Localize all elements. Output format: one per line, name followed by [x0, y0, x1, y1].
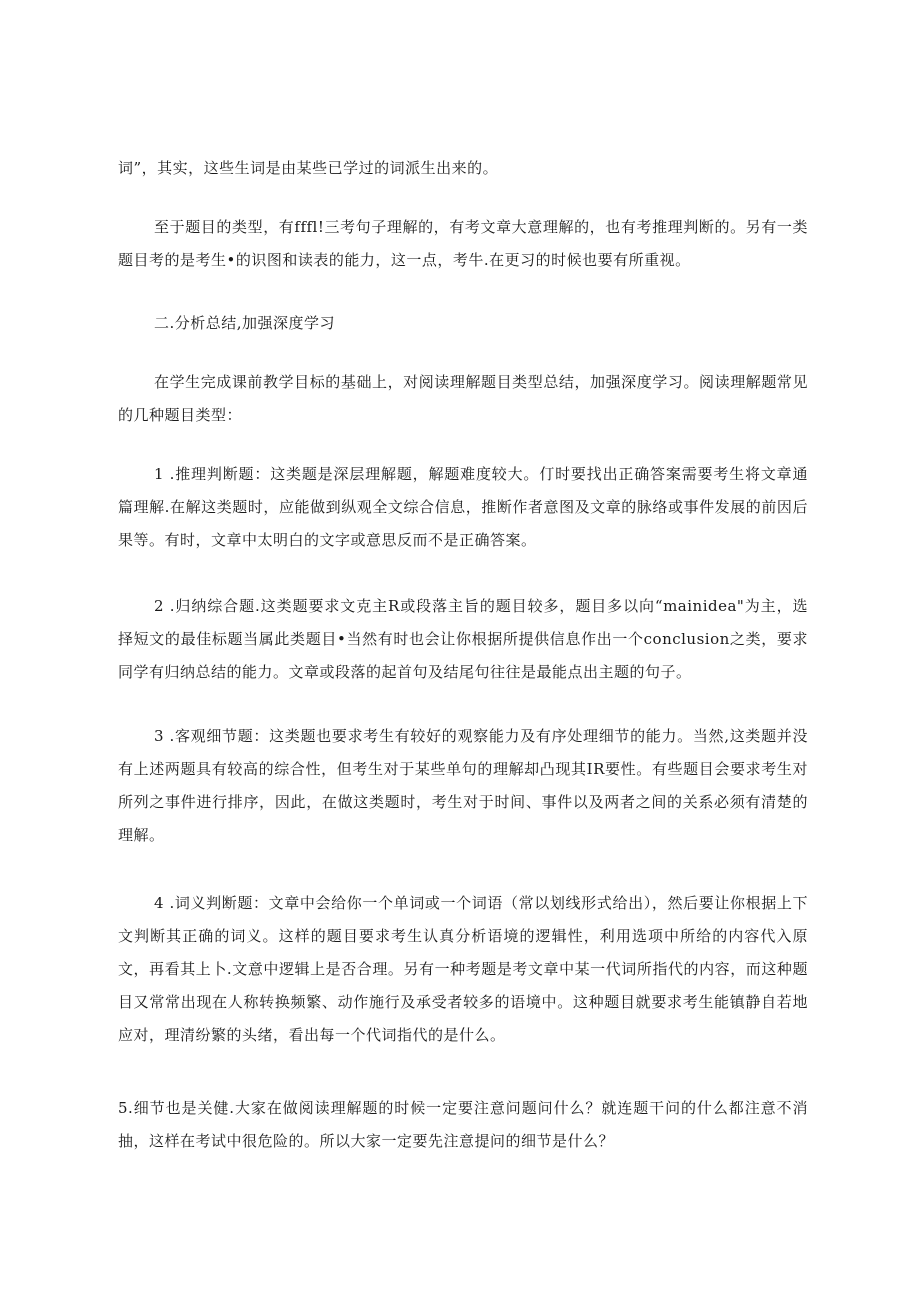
item-details-key-paragraph: 5.细节也是关健.大家在做阅读理解题的时候一定要注意问题问什么？就连题干问的什么都注意不消抽，这样在考试中很危险的。所以大家一定要先注意提问的细节是什么？: [118, 1099, 808, 1150]
item-word-meaning-paragraph: 4 .词义判断题：文章中会给你一个单词或一个词语（常以划线形式给出），然后要让你根据上下文判断其正确的词义。这样的题目要求考生认真分析语境的逻辑性，利用选项中所给的内容代入原文，再看其上卜.文意中逻辑上是否合理。另有一种考题是考文章中某一代词所指代的内容，而这种题目又常常出现在人称转换频繁、动作施行及承受者较多的语境中。这种题目就要求考生能镇静自若地应对，理清纷繁的头绪，看出每一个代词指代的是什么。: [118, 894, 808, 1044]
section-intro-paragraph: 在学生完成课前教学目标的基础上，对阅读理解题目类型总结，加强深度学习。阅读理解题常见的几种题目类型：: [118, 373, 808, 424]
item-detail-paragraph: 3 .客观细节题：这类题也要求考生有较好的观察能力及有序处理细节的能力。当然,这类题并没有上述两题具有较高的综合性，但考生对于某些单句的理解却凸现其IR要性。有些题目会要求考生对所列之事件进行排序，因此，在做这类题时，考生对于时间、事件以及两者之间的关系必须有清楚的理解。: [118, 727, 808, 844]
section-heading: 二.分析总结,加强深度学习: [154, 314, 336, 332]
item-summary-paragraph: 2 .归纳综合题.这类题要求文克主R或段落主旨的题目较多，题目多以向“mainidea"为主，选择短文的最佳标题当属此类题目•当然有时也会让你根据所提供信息作出一个conclusion之类，要求同学有归纳总结的能力。文章或段落的起首句及结尾句往往是最能点出主题的句子。: [118, 597, 808, 681]
question-types-paragraph: 至于题目的类型，有fffl!三考句子理解的，有考文章大意理解的，也有考推理判断的。另有一类题目考的是考生•的识图和读表的能力，这一点，考牛.在更习的时候也要有所重视。: [118, 218, 808, 269]
intro-tail-paragraph: 词”，其实，这些生词是由某些已学过的词派生出来的。: [118, 159, 499, 177]
item-inference-paragraph: 1 .推理判断题：这类题是深层理解题，解题难度较大。仃时要找出正确答案需要考生将文章通篇理解.在解这类题时，应能做到纵观全文综合信息，推断作者意图及文章的脉络或事件发展的前因后果等。有时，文章中太明白的文字或意思反而不是正确答案。: [118, 465, 808, 549]
